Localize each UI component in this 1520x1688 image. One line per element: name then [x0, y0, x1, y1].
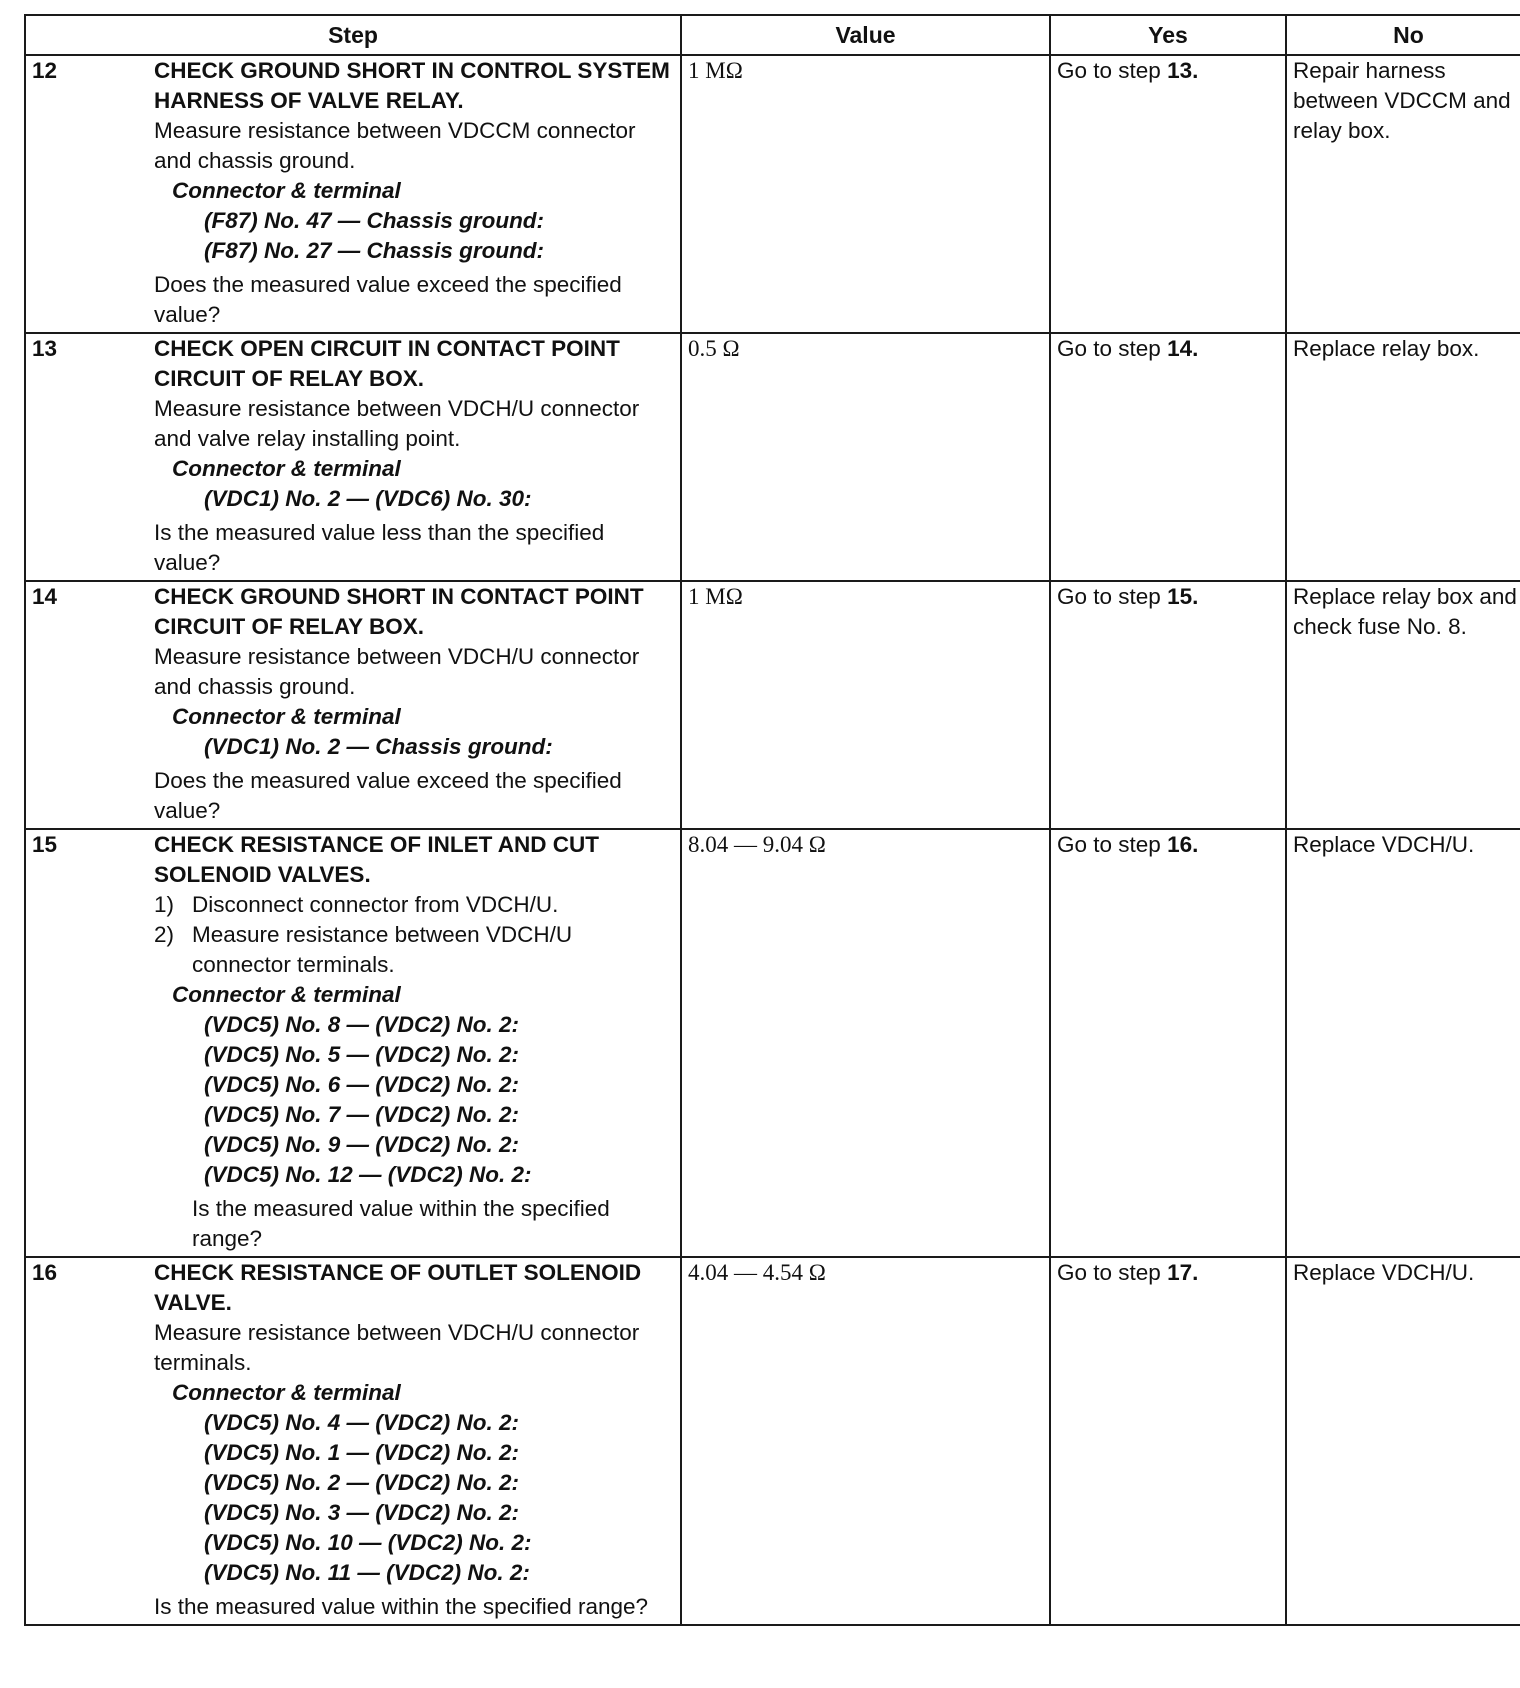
yes-step-ref: 13. — [1167, 58, 1199, 83]
substep — [154, 920, 674, 980]
connector-heading: Connector & terminal — [172, 982, 401, 1007]
connector-heading: Connector & terminal — [172, 178, 401, 203]
terminal-line: (VDC5) No. 5 — (VDC2) No. 2: — [204, 1042, 520, 1067]
step-cell — [25, 581, 681, 829]
terminal-line: (VDC5) No. 12 — (VDC2) No. 2: — [204, 1162, 532, 1187]
substep-number: 2) — [154, 922, 175, 947]
step-number: 12 — [32, 58, 58, 83]
step-instruction: Measure resistance between VDCH/U connector and chassis ground. — [154, 644, 640, 699]
yes-cell — [1050, 333, 1286, 581]
step-question: Is the measured value within the specified range? — [192, 1196, 610, 1251]
substep-number: 1) — [154, 892, 175, 917]
step-title: CHECK GROUND SHORT IN CONTROL SYSTEM HARNESS OF VALVE RELAY. — [154, 58, 670, 113]
value-cell: 4.04 — 4.54 Ω — [681, 1257, 1050, 1625]
connector-heading: Connector & terminal — [172, 704, 401, 729]
step-title: CHECK OPEN CIRCUIT IN CONTACT POINT CIRCUIT OF RELAY BOX. — [154, 336, 620, 391]
no-cell: Replace relay box and check fuse No. 8. — [1286, 581, 1520, 829]
terminal-line: (VDC5) No. 3 — (VDC2) No. 2: — [204, 1500, 520, 1525]
yes-step-ref: 17. — [1167, 1260, 1199, 1285]
terminal-line: (VDC1) No. 2 — (VDC6) No. 30: — [204, 486, 532, 511]
step-question: Does the measured value exceed the specified value? — [154, 272, 622, 327]
substep-text: Measure resistance between VDCH/U connector terminals. — [192, 922, 573, 977]
terminal-line: (VDC5) No. 6 — (VDC2) No. 2: — [204, 1072, 520, 1097]
step-cell — [25, 1257, 681, 1625]
table-header-row — [25, 15, 1520, 55]
table-row — [25, 581, 1520, 829]
step-number: 13 — [32, 336, 58, 361]
value-cell: 1 MΩ — [681, 581, 1050, 829]
substep — [154, 890, 674, 920]
substep-text: Disconnect connector from VDCH/U. — [192, 892, 559, 917]
step-number: 14 — [32, 584, 58, 609]
terminal-line: (VDC1) No. 2 — Chassis ground: — [204, 734, 553, 759]
terminal-line: (F87) No. 47 — Chassis ground: — [204, 208, 545, 233]
terminal-line: (VDC5) No. 4 — (VDC2) No. 2: — [204, 1410, 520, 1435]
yes-prefix: Go to step — [1057, 336, 1161, 361]
step-instruction: Measure resistance between VDCH/U connector and valve relay installing point. — [154, 396, 640, 451]
yes-prefix: Go to step — [1057, 58, 1161, 83]
table-row — [25, 333, 1520, 581]
value-cell: 1 MΩ — [681, 55, 1050, 333]
step-cell — [25, 333, 681, 581]
step-title: CHECK RESISTANCE OF OUTLET SOLENOID VALVE. — [154, 1260, 642, 1315]
column-header-step: Step — [25, 15, 681, 55]
column-header-value: Value — [681, 15, 1050, 55]
step-question: Is the measured value within the specified range? — [154, 1594, 649, 1619]
yes-prefix: Go to step — [1057, 584, 1161, 609]
no-cell: Replace relay box. — [1286, 333, 1520, 581]
table-row — [25, 829, 1520, 1257]
no-cell: Replace VDCH/U. — [1286, 829, 1520, 1257]
terminal-line: (VDC5) No. 2 — (VDC2) No. 2: — [204, 1470, 520, 1495]
yes-prefix: Go to step — [1057, 1260, 1161, 1285]
yes-cell — [1050, 581, 1286, 829]
table-row — [25, 55, 1520, 333]
step-cell — [25, 55, 681, 333]
terminal-line: (VDC5) No. 7 — (VDC2) No. 2: — [204, 1102, 520, 1127]
terminal-line: (VDC5) No. 8 — (VDC2) No. 2: — [204, 1012, 520, 1037]
yes-step-ref: 14. — [1167, 336, 1199, 361]
column-header-yes: Yes — [1050, 15, 1286, 55]
yes-prefix: Go to step — [1057, 832, 1161, 857]
terminal-line: (VDC5) No. 1 — (VDC2) No. 2: — [204, 1440, 520, 1465]
connector-heading: Connector & terminal — [172, 1380, 401, 1405]
step-title: CHECK GROUND SHORT IN CONTACT POINT CIRCUIT OF RELAY BOX. — [154, 584, 644, 639]
yes-cell — [1050, 55, 1286, 333]
step-instruction: Measure resistance between VDCH/U connector terminals. — [154, 1320, 640, 1375]
value-cell: 8.04 — 9.04 Ω — [681, 829, 1050, 1257]
terminal-line: (VDC5) No. 9 — (VDC2) No. 2: — [204, 1132, 520, 1157]
yes-step-ref: 16. — [1167, 832, 1199, 857]
terminal-line: (F87) No. 27 — Chassis ground: — [204, 238, 545, 263]
terminal-line: (VDC5) No. 11 — (VDC2) No. 2: — [204, 1560, 530, 1585]
no-cell: Repair harness between VDCCM and relay box. — [1286, 55, 1520, 333]
step-number: 15 — [32, 832, 58, 857]
step-number: 16 — [32, 1260, 58, 1285]
step-title: CHECK RESISTANCE OF INLET AND CUT SOLENOID VALVES. — [154, 832, 600, 887]
step-question: Does the measured value exceed the specified value? — [154, 768, 622, 823]
step-cell — [25, 829, 681, 1257]
connector-heading: Connector & terminal — [172, 456, 401, 481]
yes-cell — [1050, 1257, 1286, 1625]
value-cell: 0.5 Ω — [681, 333, 1050, 581]
diagnostic-steps-table — [24, 14, 1520, 1626]
step-instruction: Measure resistance between VDCCM connector and chassis ground. — [154, 118, 636, 173]
column-header-no: No — [1286, 15, 1520, 55]
yes-step-ref: 15. — [1167, 584, 1199, 609]
table-row — [25, 1257, 1520, 1625]
no-cell: Replace VDCH/U. — [1286, 1257, 1520, 1625]
yes-cell — [1050, 829, 1286, 1257]
step-question: Is the measured value less than the specified value? — [154, 520, 605, 575]
terminal-line: (VDC5) No. 10 — (VDC2) No. 2: — [204, 1530, 532, 1555]
